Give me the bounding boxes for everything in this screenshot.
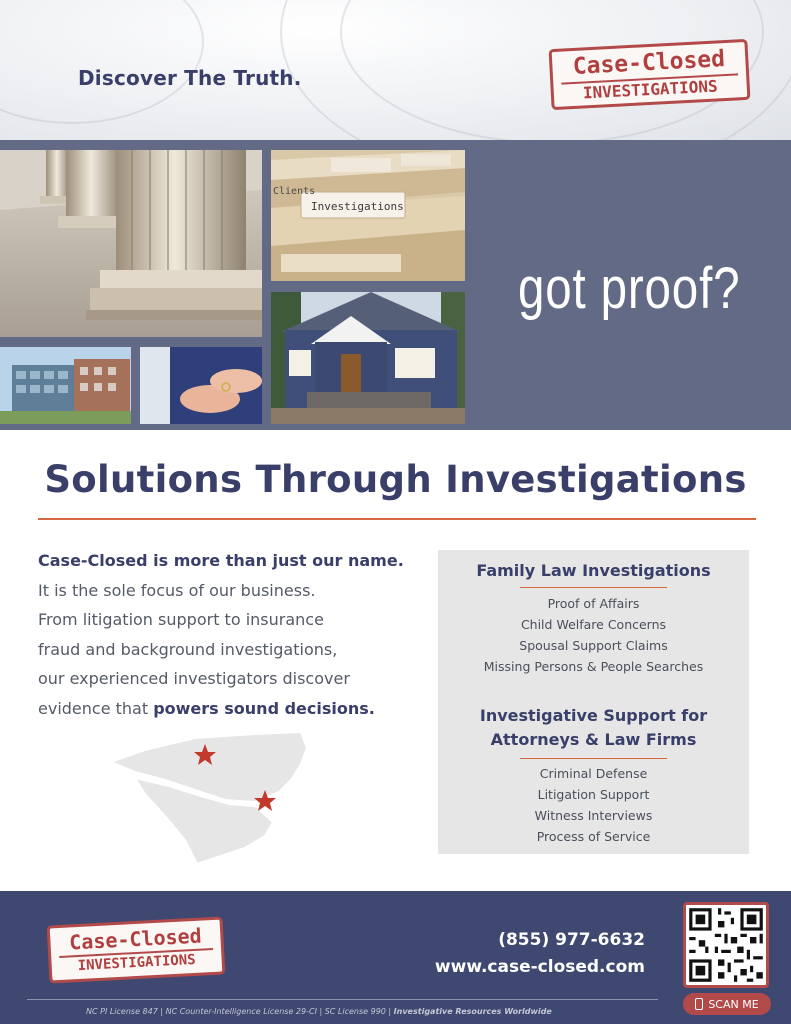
scan-me-label: SCAN ME: [708, 997, 759, 1011]
section-divider: [520, 758, 667, 759]
service-item: Child Welfare Concerns: [520, 617, 667, 632]
courthouse-columns-photo: [0, 150, 262, 337]
phone-icon: [695, 998, 703, 1010]
services-panel: [438, 550, 749, 854]
tagline: Discover The Truth.: [78, 66, 302, 90]
service-item: Spousal Support Claims: [519, 638, 668, 653]
service-item: Proof of Affairs: [547, 596, 640, 611]
service-item: Criminal Defense: [539, 766, 648, 781]
service-item: Litigation Support: [537, 787, 650, 802]
intro-line: our experienced investigators discover: [38, 669, 350, 689]
website-link[interactable]: www.case-closed.com: [434, 957, 645, 977]
folder-tab-label: Investigations: [311, 200, 404, 213]
intro-line: From litigation support to insurance: [38, 610, 324, 630]
intro-paragraph: [38, 546, 418, 724]
phone-number[interactable]: (855) 977-6632: [498, 930, 645, 950]
title-divider: [38, 518, 756, 520]
folder-tab-partial: Clients: [273, 186, 316, 197]
intro-line: It is the sole focus of our business.: [38, 580, 316, 600]
family-law-title: Family Law Investigations: [476, 561, 711, 580]
intro-lead: Case-Closed is more than just our name.: [38, 551, 404, 570]
got-proof-slogan: got proof?: [518, 256, 741, 321]
hands-wedding-ring-photo: [140, 347, 262, 424]
footer-divider: [27, 999, 658, 1000]
company-logo: [47, 916, 226, 983]
intro-last-prefix: evidence that: [38, 698, 154, 718]
service-item: Missing Persons & People Searches: [483, 659, 704, 674]
license-text: NC PI License 847 | NC Counter-Intelligence License 29-CI | SC License 990 |: [86, 1007, 394, 1016]
logo-line-1: Case-Closed: [68, 923, 203, 955]
intro-line: fraud and background investigations,: [38, 639, 338, 659]
service-item: Witness Interviews: [534, 808, 653, 823]
service-item: Process of Service: [536, 829, 651, 844]
office-building-photo: [0, 347, 131, 424]
nc-sc-map: [105, 730, 311, 866]
intro-emphasis: powers sound decisions.: [153, 698, 375, 718]
license-tagline: Investigative Resources Worldwide: [393, 1007, 552, 1016]
house-photo: [271, 292, 465, 424]
support-title-line-2: Attorneys & Law Firms: [490, 730, 697, 749]
page-title: Solutions Through Investigations: [44, 458, 747, 501]
logo-line-2: INVESTIGATIONS: [59, 948, 214, 974]
scan-me-button[interactable]: [683, 993, 771, 1015]
qr-code-icon[interactable]: [683, 902, 769, 988]
section-divider: [520, 587, 667, 588]
file-folders-photo: [271, 150, 465, 281]
company-logo: [549, 39, 751, 110]
license-info: [86, 1007, 552, 1016]
logo-line-2: INVESTIGATIONS: [561, 73, 739, 102]
background-swirl: [0, 0, 204, 124]
intro-last-line: [38, 694, 418, 724]
support-title-line-1: Investigative Support for: [479, 706, 708, 725]
logo-line-1: Case-Closed: [572, 46, 726, 80]
